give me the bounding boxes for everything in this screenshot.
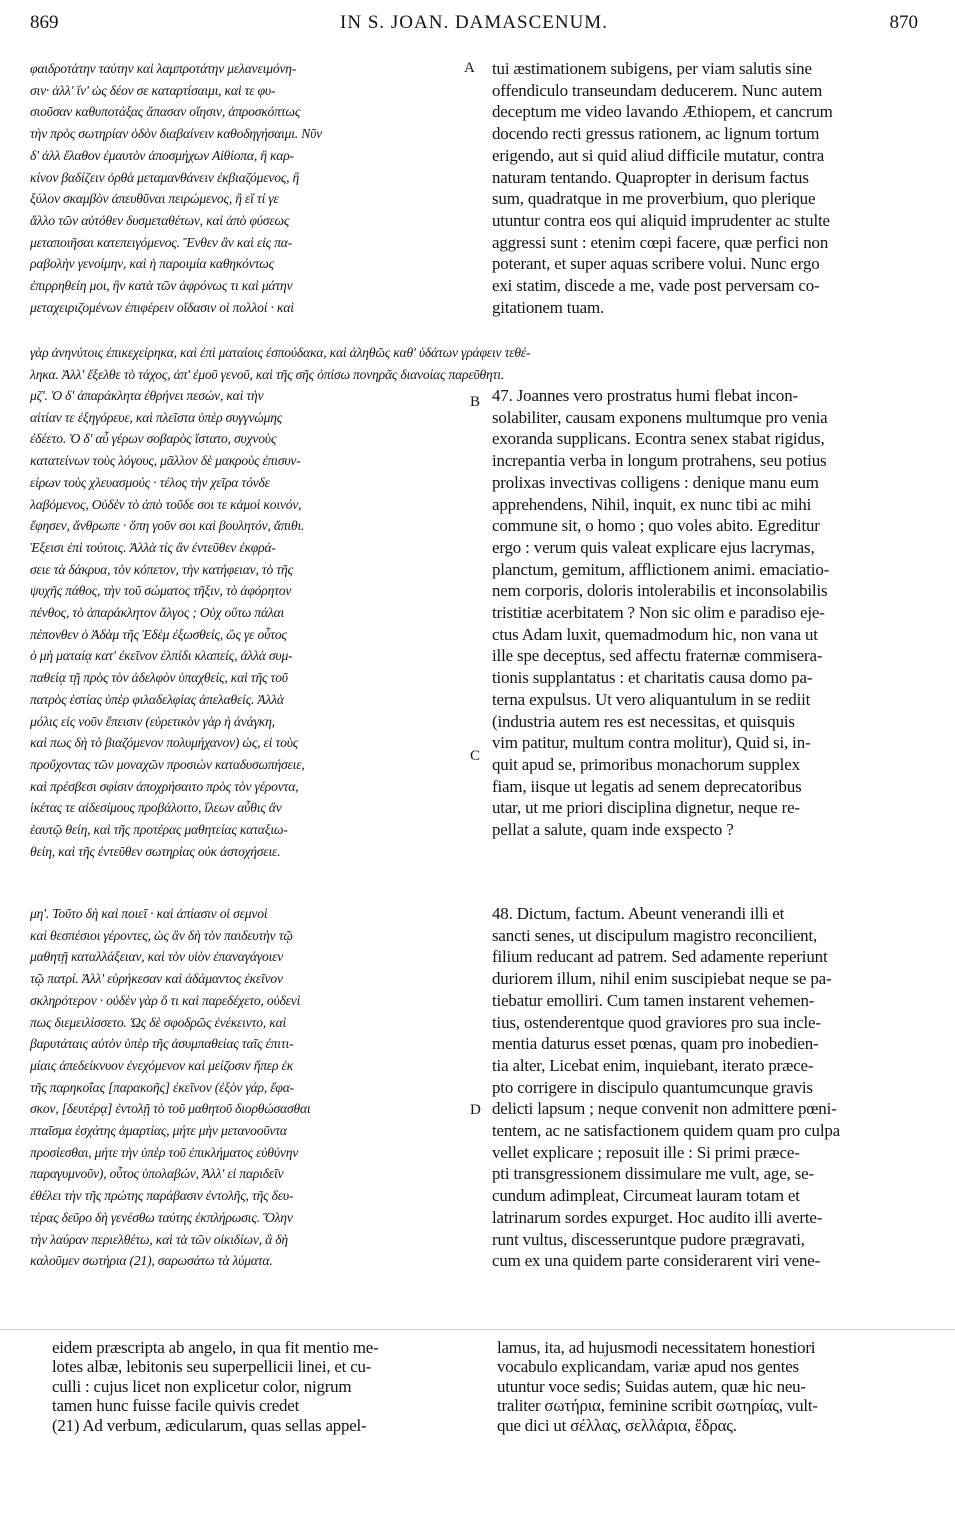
text-line: ctus Adam luxit, quemadmodum hic, non vana ut (492, 624, 818, 644)
text-line: filium reducant ad patrem. Sed adamente reperiunt (492, 947, 828, 967)
text-line: φαιδροτάτην ταύτην καὶ λαμπροτάτην μελανειμόνη- (30, 61, 297, 76)
text-line: πέπονθεν ὁ Ἀδὰμ τῆς Ἐδὲμ ἐξωσθείς, ὥς γε οὗτος (30, 626, 287, 642)
text-line: tiebatur emolliri. Cum tamen instarent vehemen- (492, 990, 815, 1010)
text-line: tristitiæ acerbitatem ? Non sic olim e paradiso eje- (492, 603, 825, 623)
text-line: ille spe deceptus, sed affectu fraternæ commisera- (492, 646, 823, 666)
text-line: lotes albæ, lebitonis seu superpellicii linei, et cu- (52, 1357, 372, 1377)
text-line: docendo recti gressus rationem, ac lignum tortum (492, 124, 820, 144)
text-line: exi statim, discede a me, vade post perversam co- (492, 276, 820, 296)
text-line: πατρὸς ἑστίας ὑπὲρ φιλαδελφίας ἀπελαθείς. Ἀλλὰ (30, 691, 284, 707)
text-line: καὶ πως δὴ τὸ βιαζόμενον πολυμήχανον) ὡς, εἰ τοὺς (30, 735, 299, 751)
text-line: αἰτίαν τε ἐξηγόρευε, καὶ πλεῖστα ὑπὲρ συγγνώμης (30, 409, 283, 425)
margin-marker-a: A (464, 60, 475, 76)
text-line: sum, quadratque in me proverbium, quo plerique (492, 189, 816, 209)
greek-section-47 (30, 385, 305, 862)
text-line: Ἐξεισι ἐπὶ τούτοις. Ἀλλὰ τίς ἂν ἐντεῦθεν ἐκφρά- (30, 539, 276, 555)
text-line: utuntur voce sedis; Suidas autem, quæ hic neu- (497, 1376, 806, 1396)
text-line: γὰρ ἀνηνύτοις ἐπικεχείρηκα, καὶ ἐπὶ ματαίοις ἐσπούδακα, καὶ ἀληθῶς καθ' ὑδάτων γράφειν τεθέ- (30, 345, 531, 360)
text-line: μεταχειριζομένων ἐπιφέρειν οἴδασιν οἱ πολλοί · καὶ (30, 299, 294, 315)
text-line: τὴν πρὸς σωτηρίαν ὁδὸν διαβαίνειν καθοδηγήσαιμι. Νῦν (30, 126, 322, 142)
text-line: tius, ostenderentque quod graviores pro sua incle- (492, 1012, 821, 1032)
text-line: pti transgressionem dissimulare me vult, age, se- (492, 1164, 814, 1184)
text-line: lamus, ita, ad hujusmodi necessitatem honestiori (497, 1338, 816, 1357)
text-line: utar, ut me priori disciplina dignetur, neque re- (492, 798, 800, 818)
text-line: ἐδέετο. Ὁ δ' αὖ γέρων σοβαρὸς ἵστατο, συχνοὺς (30, 431, 277, 447)
text-line: planctum, gemitum, afflictionem animi. emaciatio- (492, 559, 830, 579)
text-line: vim patitur, multum contra molitur), Quid si, in- (492, 733, 811, 753)
text-line: aggressi sunt : etenim cœpi facere, quæ perfici non (492, 232, 829, 252)
text-line: pellat a salute, quam inde exspecto ? (492, 820, 734, 840)
text-line: ἔφησεν, ἄνθρωπε · ὅπη γοῦν σοι καὶ βουλητόν, ἄπιθι. (30, 518, 305, 534)
text-line: κίνον βαδίζειν ὀρθὰ μεταμανθάνειν ἐκβιαζόμενος, ἢ (30, 169, 300, 185)
text-line: μη'. Τοῦτο δὴ καὶ ποιεῖ · καὶ ἀπίασιν οἱ σεμνοὶ (30, 906, 268, 921)
text-line: poterant, et super aquas scribere volui. Nunc ergo (492, 254, 820, 274)
text-line: πένθος, τὸ ἀπαράκλητον ἄλγος ; Οὐχ οὕτω πάλαι (30, 605, 285, 621)
text-line: (21) Ad verbum, ædicularum, quas sellas appel- (52, 1415, 367, 1435)
text-line: τῆς παρηκοΐας [παρακοῆς] ἐκεῖνον (ἐξὸν γάρ, ἔφα- (30, 1079, 295, 1095)
text-line: σκληρότερον · οὐδὲν γὰρ ὅ τι καὶ παρεδέχετο, οὐδενὶ (30, 992, 301, 1008)
text-line: 47. Joannes vero prostratus humi flebat incon- (492, 386, 798, 405)
text-line: μαθητῇ καταλλάξειαν, καὶ τὸν υἱὸν ἐπαναγάγοιεν (30, 949, 284, 965)
text-line: μεταποιῆσαι κατεπειγόμενος. Ἔνθεν ἂν καὶ εἰς πα- (30, 234, 293, 250)
text-line: tentem, ac ne satisfactionem quidem quam pro culpa (492, 1121, 841, 1141)
text-line: καλοῦμεν σωτήρια (21), σαρωσάτω τὰ λύματα. (30, 1253, 273, 1269)
text-line: fiam, iisque ut legatis ad senem deprecatoribus (492, 776, 802, 796)
text-line: ραβολὴν γενοίμην, καὶ ἡ παροιμία καθηκόντως (30, 256, 274, 272)
margin-marker-d: D (470, 1102, 481, 1118)
text-line: tui æstimationem subigens, per viam salutis sine (492, 59, 812, 78)
text-line: παθείᾳ τῇ πρὸς τὸν ἀδελφὸν ὑπαχθείς, καὶ τῆς τοῦ (30, 670, 288, 686)
margin-marker-c: C (470, 748, 481, 764)
text-line: ψυχῆς πάθος, τὴν τοῦ σώματος τῆξιν, τὸ ἀφόρητον (30, 583, 292, 599)
text-line: είρων τοὺς χλευασμούς · τέλος τὴν χεῖρα τόνδε (30, 474, 270, 490)
latin-column-top (492, 58, 833, 318)
text-line: nem corporis, doloris intolerabilis et inconsolabilis (492, 581, 828, 601)
text-line: ergo : verum quis valeat explicare ejus lacrymas, (492, 537, 815, 557)
text-line: μόλις εἰς νοῦν ἔπεισιν (εὑρετικὸν γὰρ ἡ ἀνάγκη, (30, 713, 275, 729)
text-line: tionis supplantatus : et charitatis causa domo pa- (492, 668, 813, 688)
text-line: quit apud se, primoribus monachorum supplex (492, 754, 800, 774)
text-line: τέρας δεῦρο δὴ γενέσθω ταύτης ἐκπλήρωσις. Ὅλην (30, 1209, 293, 1225)
text-line: pto corrigere in discipulo quantumcunque gravis (492, 1077, 813, 1097)
text-line: ἐπιρρηθείη μοι, ἣν κατὰ τῶν ἀφρόνως τι καὶ μάτην (30, 278, 293, 294)
margin-marker-b: B (470, 394, 481, 410)
text-line: ληκα. Ἀλλ' ἔξελθε τὸ τάχος, ἀπ' ἐμοῦ γενοῦ, καὶ τῆς σῆς ὀπίσω πονηρᾶς διανοίας παρεῦθητι. (30, 366, 505, 382)
latin-section-48 (492, 903, 840, 1272)
text-line: deceptum me video lavando Æthiopem, et cancrum (492, 102, 833, 122)
running-title: IN S. JOAN. DAMASCENUM. (340, 12, 608, 33)
text-line: λαβόμενος, Οὐδὲν τὸ ἀπὸ τοῦδε σοι τε κἀμοὶ κοινόν, (30, 496, 302, 512)
text-line: delicti lapsum ; neque convenit non admittere pœni- (492, 1099, 837, 1119)
text-line: sancti senes, ut discipulum magistro reconcilient, (492, 925, 818, 945)
text-line: offendiculo transeundam deducerem. Nunc autem (492, 80, 823, 100)
text-line: latrinarum sordes expurget. Hoc audito illi averte- (492, 1207, 823, 1227)
text-line: καὶ πρέσβεσι σφίσιν ἀποχρήσαιτο πρὸς τὸν γέροντα, (30, 778, 299, 794)
footnote-divider (0, 1329, 955, 1330)
text-line: tamen hunc fuisse facile quivis credet (52, 1396, 300, 1416)
text-line: duriorem illum, nihil enim suscipiebat neque se pa- (492, 969, 832, 989)
text-line: ἐθέλει τὴν τῆς πρώτης παράβασιν ἐντολῆς, τῆς δευ- (30, 1188, 294, 1204)
text-line: ἄλλο τῶν αὐτόθεν δυσμεταθέτων, καὶ ἀπὸ φύσεως (30, 212, 290, 228)
text-line: solabiliter, causam exponens multumque pro venia (492, 407, 828, 427)
text-line: eidem præscripta ab angelo, in qua fit mentio me- (52, 1338, 379, 1357)
text-line: prolixas invectivas colligens : denique manu eum (492, 472, 819, 492)
text-line: σκον, [δευτέρᾳ] ἐντολῇ τὸ τοῦ μαθητοῦ διορθώσασθαι (30, 1101, 311, 1117)
text-line: traliter σωτήρια, feminine scribit σωτηρίας, vult- (497, 1396, 818, 1416)
text-line: σιοῦσαν καθυποτάξας ἅπασαν οἴησιν, ἀπροσκόπτως (30, 104, 301, 120)
left-page-number: 869 (30, 12, 59, 33)
text-line: increpantia verba in longum protrahens, seu potius (492, 451, 827, 471)
greek-spanning-lines (30, 342, 530, 385)
text-line: 48. Dictum, factum. Abeunt venerandi illi et (492, 904, 785, 923)
text-line: culli : cujus licet non explicetur color, nigrum (52, 1376, 352, 1396)
text-line: runt vultus, discesseruntque pudore prægravati, (492, 1229, 805, 1249)
text-line: μίαις ἀπεδείκνυον ἐνεχόμενον καὶ μείζοσιν ἤπερ ἐκ (30, 1057, 294, 1073)
text-line: apprehendens, Nihil, inquit, ex nunc tibi ac mihi (492, 494, 812, 514)
text-line: ὁ μὴ ματαίᾳ κατ' ἐκεῖνον ἐλπίδι κλαπείς, ἀλλὰ συμ- (30, 648, 293, 664)
text-line: utuntur contra eos qui aliquid imprudenter ac stulte (492, 210, 830, 230)
text-line: πταῖσμα ἐσχάτης ἁμαρτίας, μήτε μὴν μετανοοῦντα (30, 1123, 287, 1139)
text-line: vocabulo explicandam, variæ apud nos gentes (497, 1357, 799, 1377)
footnotes-right (497, 1338, 818, 1435)
text-line: ἱκέτας τε αἰδεσίμους προβάλοιτο, ἵλεων αὖθις ἂν (30, 800, 282, 816)
text-line: commune sit, o homo ; quo voles abito. Egreditur (492, 516, 820, 536)
text-line: mentia daturus esset pœnas, quam pro inobedien- (492, 1034, 819, 1054)
text-line: σιν· ἀλλ' ἵν' ὡς δέον σε καταρτίσαιμι, καὶ τε φυ- (30, 82, 276, 98)
text-line: exoranda supplicans. Econtra senex stabat rigidus, (492, 429, 825, 449)
page-header (30, 12, 918, 42)
text-line: θείη, καὶ τῆς ἐντεῦθεν σωτηρίας οὐκ ἀστοχήσειε. (30, 843, 281, 859)
text-line: κατατείνων τοὺς λόγους, μᾶλλον δὲ μακροὺς ἐπισυν- (30, 453, 301, 469)
right-page-number: 870 (889, 12, 918, 33)
text-line: que dici ut σέλλας, σελλάρια, ἕδρας. (497, 1415, 737, 1435)
text-line: δ' ἀλλ ἔλαθον ἐμαυτὸν ἀποσμήχων Αἰθίοπα, ἢ καρ- (30, 147, 294, 163)
text-line: terna expulsus. Ut vero aliquantulum in se rediit (492, 689, 811, 709)
text-line: βαρυτάταις αὐτὸν ὑπὲρ τῆς ἀσυμπαθείας ταῖς ἐπιτι- (30, 1036, 294, 1052)
text-line: cundum adimpleat, Circumeat lauram totam et (492, 1186, 800, 1206)
latin-section-47 (492, 385, 829, 841)
text-line: (industria autem res est necessitas, et quisquis (492, 711, 795, 731)
greek-section-48 (30, 903, 310, 1272)
text-line: naturam tentando. Quapropter in derisum factus (492, 167, 809, 187)
text-line: προσίεσθαι, μήτε τὴν ὑπὲρ τοῦ ἐπικλήματος εὐθύνην (30, 1144, 299, 1160)
text-line: σειε τὰ δάκρυα, τὸν κόπετον, τὴν κατήφειαν, τὸ τῆς (30, 561, 293, 577)
text-line: vellet explicare ; reposuit ille : Si primi præce- (492, 1142, 800, 1162)
greek-column-top (30, 58, 322, 318)
text-line: μζ'. Ὁ δ' ἀπαράκλητα ἐθρήνει πεσών, καὶ τὴν (30, 388, 264, 403)
text-line: cum ex una quidem parte considerarent viri vene- (492, 1251, 821, 1271)
text-line: προὔχοντας τῶν μοναχῶν προσιὼν καταδυσωπήσειε, (30, 756, 305, 772)
text-line: τὴν λαύραν περιελθέτω, καὶ τὰ τῶν οἰκιδίων, ἃ δὴ (30, 1231, 288, 1247)
text-line: τῷ πατρί. Ἀλλ' εὑρήκεσαν καὶ ἀδάμαντος ἐκεῖνον (30, 971, 283, 987)
text-line: tia alter, Licebat enim, inquiebant, iterato præce- (492, 1055, 814, 1075)
text-line: gitationem tuam. (492, 297, 605, 317)
text-line: ἑαυτῷ θείη, καὶ τῆς προτέρας μαθητείας καταξιω- (30, 822, 288, 838)
text-line: ξύλον σκαμβὸν ἀπευθῦναι πειρώμενος, ἢ εἴ τί γε (30, 191, 279, 207)
text-line: παραγυμνοῦν), οὗτος ὑπολαβών, Ἀλλ' εἰ παριδεῖν (30, 1166, 284, 1182)
text-line: πως διεμειλίσσετο. Ὡς δὲ σφοδρῶς ἐνέκειντο, καὶ (30, 1014, 287, 1030)
text-line: erigendo, aut si quid aliud difficile mutatur, contra (492, 145, 825, 165)
text-line: καὶ θεσπέσιοι γέροντες, ὡς ἂν δὴ τὸν παιδευτὴν τῷ (30, 927, 293, 943)
footnotes-left (52, 1338, 379, 1435)
